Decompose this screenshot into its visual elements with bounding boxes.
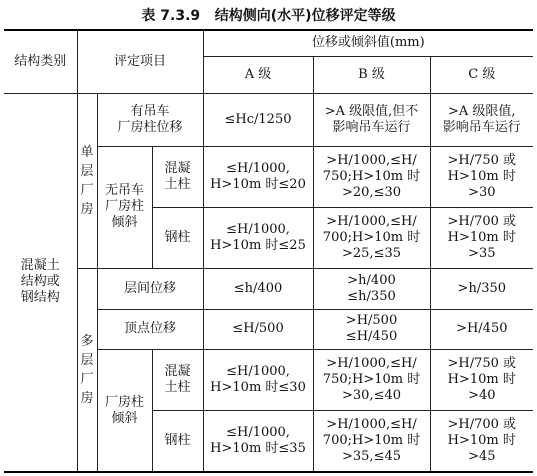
top-displacement-grade-b: >H/500 ≤H/450 <box>313 309 430 350</box>
header-structure-type: 结构类别 <box>4 30 77 93</box>
interstory-grade-b: >h/400 ≤h/350 <box>313 268 430 309</box>
no-crane-tilt-item: 无吊车 厂房柱 倾斜 <box>97 146 152 268</box>
tilt-steel-grade-c: >H/700 或 H>10m 时 >45 <box>430 411 533 472</box>
no-crane-concrete-grade-a: ≤H/1000, H>10m 时≤20 <box>203 146 313 207</box>
no-crane-concrete-label: 混凝 土柱 <box>152 146 203 207</box>
structure-type-cell: 混凝土 结构或 钢结构 <box>4 93 77 472</box>
tilt-steel-label: 钢柱 <box>152 411 203 472</box>
crane-column-item: 有吊车 厂房柱位移 <box>97 93 203 146</box>
tilt-steel-grade-a: ≤H/1000, H>10m 时≤35 <box>203 411 313 472</box>
top-displacement-grade-c: >H/450 <box>430 309 533 350</box>
no-crane-steel-grade-a: ≤H/1000, H>10m 时≤25 <box>203 207 313 268</box>
interstory-grade-a: ≤h/400 <box>203 268 313 309</box>
no-crane-concrete-grade-b: >H/1000,≤H/ 750;H>10m 时 >20,≤30 <box>313 146 430 207</box>
tilt-steel-grade-b: >H/1000,≤H/ 700;H>10m 时 >35,≤45 <box>313 411 430 472</box>
tilt-concrete-grade-a: ≤H/1000, H>10m 时≤30 <box>203 350 313 411</box>
column-tilt-item: 厂房柱 倾斜 <box>97 350 152 472</box>
no-crane-steel-grade-c: >H/700 或 H>10m 时 >35 <box>430 207 533 268</box>
no-crane-concrete-grade-c: >H/750 或 H>10m 时 >30 <box>430 146 533 207</box>
displacement-grade-table <box>4 29 533 473</box>
top-displacement-grade-a: ≤H/500 <box>203 309 313 350</box>
table-title: 表 7.3.9 结构侧向(水平)位移评定等级 <box>141 8 396 24</box>
no-crane-steel-label: 钢柱 <box>152 207 203 268</box>
crane-grade-c: >A 级限值, 影响吊车运行 <box>430 93 533 146</box>
tilt-concrete-grade-b: >H/1000,≤H/ 750;H>10m 时 >30,≤40 <box>313 350 430 411</box>
multi-story-label: 多层厂房 <box>77 268 97 472</box>
single-story-label: 单层厂房 <box>77 93 97 268</box>
top-displacement-item: 顶点位移 <box>97 309 203 350</box>
crane-grade-b: >A 级限值,但不 影响吊车运行 <box>313 93 430 146</box>
header-evaluation-item: 评定项目 <box>77 30 203 93</box>
no-crane-steel-grade-b: >H/1000,≤H/ 700;H>10m 时 >25,≤35 <box>313 207 430 268</box>
tilt-concrete-label: 混凝 土柱 <box>152 350 203 411</box>
header-grade-a: A 级 <box>203 56 313 93</box>
header-grade-c: C 级 <box>430 56 533 93</box>
interstory-item: 层间位移 <box>97 268 203 309</box>
tilt-concrete-grade-c: >H/750 或 H>10m 时 >40 <box>430 350 533 411</box>
crane-grade-a: ≤Hc/1250 <box>203 93 313 146</box>
interstory-grade-c: >h/350 <box>430 268 533 309</box>
header-displacement-value: 位移或倾斜值(mm) <box>203 30 533 56</box>
header-grade-b: B 级 <box>313 56 430 93</box>
